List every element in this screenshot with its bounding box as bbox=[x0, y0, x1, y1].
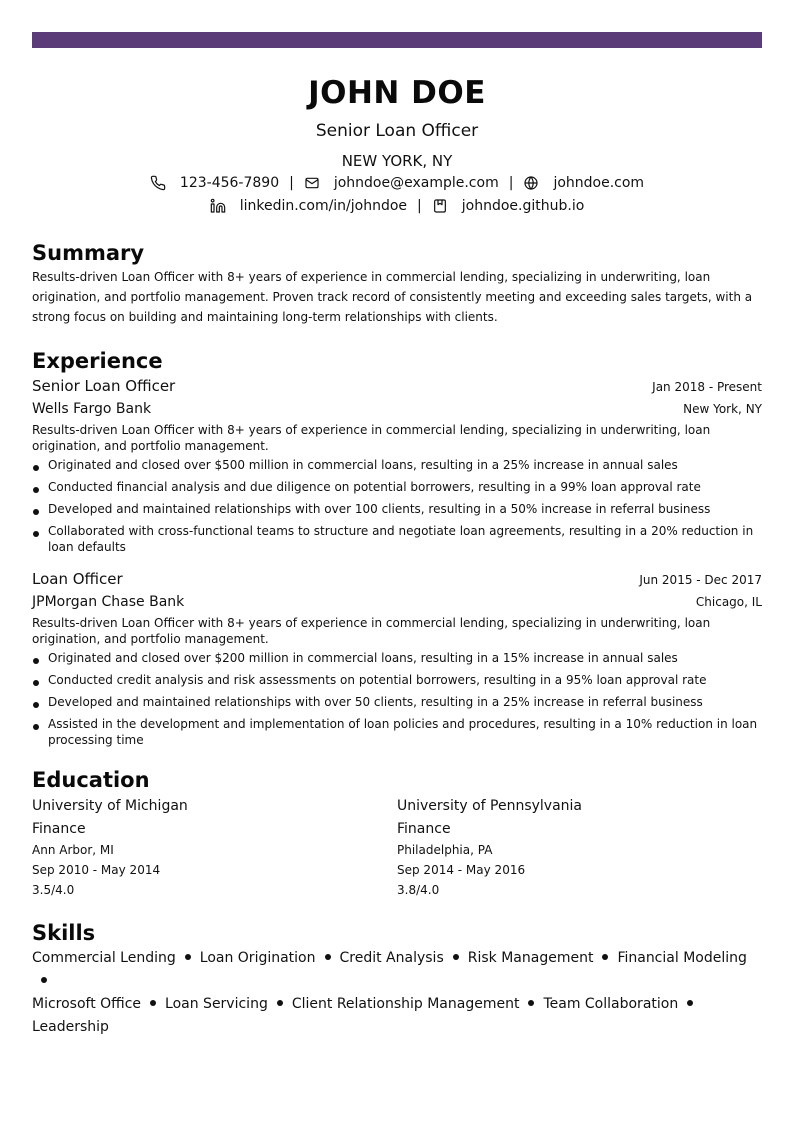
mail-icon bbox=[304, 175, 320, 191]
linkedin-icon bbox=[210, 198, 226, 214]
skills-section bbox=[32, 920, 762, 1039]
job-dates: Jan 2018 - Present bbox=[652, 380, 762, 394]
bullet-dot bbox=[41, 977, 47, 983]
candidate-location: NEW YORK, NY bbox=[341, 152, 453, 170]
skill-item: Microsoft Office bbox=[32, 996, 142, 1012]
experience-section bbox=[32, 348, 762, 754]
skill-item: Leadership bbox=[32, 1019, 109, 1035]
bullet-item: Conducted financial analysis and due diligence on potential borrowers, resulting in a 99% loan approval rate bbox=[32, 479, 762, 495]
contact-row-primary bbox=[32, 171, 762, 194]
job-company: JPMorgan Chase Bank bbox=[32, 594, 185, 610]
skill-item: Loan Servicing bbox=[165, 996, 268, 1012]
bullet-dot bbox=[602, 954, 608, 960]
phone-icon bbox=[150, 175, 166, 191]
candidate-name: JOHN DOE bbox=[308, 75, 486, 111]
job-bullets bbox=[32, 457, 762, 555]
summary-section bbox=[32, 240, 762, 327]
bullet-dot bbox=[325, 954, 331, 960]
edu-field: Finance bbox=[397, 821, 451, 837]
accent-bar bbox=[32, 32, 762, 48]
job-title: Senior Loan Officer bbox=[32, 377, 176, 395]
experience-heading: Experience bbox=[32, 349, 163, 373]
edu-school: University of Pennsylvania bbox=[397, 798, 582, 814]
education-entry bbox=[32, 795, 397, 900]
bullet-dot bbox=[453, 954, 459, 960]
education-section bbox=[32, 767, 762, 900]
summary-heading: Summary bbox=[32, 241, 145, 265]
bullet-item: Originated and closed over $200 million in commercial loans, resulting in a 15% increase in annual sales bbox=[32, 650, 762, 666]
job-title: Loan Officer bbox=[32, 570, 123, 588]
separator: | bbox=[417, 197, 422, 214]
edu-gpa: 3.8/4.0 bbox=[397, 883, 440, 897]
edu-gpa: 3.5/4.0 bbox=[32, 883, 75, 897]
job-dates: Jun 2015 - Dec 2017 bbox=[639, 573, 762, 587]
job-summary: Results-driven Loan Officer with 8+ years of experience in commercial lending, specializing in underwriting, loan origination, and portfolio management. bbox=[32, 423, 711, 453]
job-location: Chicago, IL bbox=[695, 595, 762, 609]
phone-link[interactable]: 123-456-7890 bbox=[179, 174, 280, 191]
skill-item: Loan Origination bbox=[199, 950, 316, 966]
education-grid bbox=[32, 795, 762, 900]
edu-location: Philadelphia, PA bbox=[397, 843, 493, 857]
skill-item: Financial Modeling bbox=[617, 950, 747, 966]
portfolio-icon bbox=[432, 198, 448, 214]
bullet-dot bbox=[687, 1000, 693, 1006]
skills-heading: Skills bbox=[32, 921, 96, 945]
bullet-dot bbox=[277, 1000, 283, 1006]
education-heading: Education bbox=[32, 768, 150, 792]
separator: | bbox=[508, 174, 514, 191]
bullet-dot bbox=[185, 954, 191, 960]
job-company: Wells Fargo Bank bbox=[32, 401, 152, 417]
bullet-item: Assisted in the development and implementation of loan policies and procedures, resulting in a 10% reduction in loan processing time bbox=[32, 716, 762, 748]
linkedin-link[interactable]: linkedin.com/in/johndoe bbox=[239, 197, 408, 214]
bullet-item: Developed and maintained relationships with over 100 clients, resulting in a 50% increase in referral business bbox=[32, 501, 762, 517]
skill-item: Commercial Lending bbox=[32, 950, 176, 966]
globe-icon bbox=[523, 175, 539, 191]
edu-school: University of Michigan bbox=[32, 798, 188, 814]
job-entry bbox=[32, 567, 762, 748]
summary-text: Results-driven Loan Officer with 8+ years of experience in commercial lending, specializing in underwriting, loan origination, and portfolio management. Proven track record of consistently meeting and exceeding sales targets, with a strong focus on building and maintaining long-term relationships with clients. bbox=[32, 270, 753, 324]
website-link[interactable]: johndoe.com bbox=[553, 174, 645, 191]
skill-item: Client Relationship Management bbox=[291, 996, 520, 1012]
bullet-item: Conducted credit analysis and risk assessments on potential borrowers, resulting in a 95% loan approval rate bbox=[32, 672, 762, 688]
job-entry bbox=[32, 374, 762, 555]
bullet-item: Collaborated with cross-functional teams to structure and negotiate loan agreements, resulting in a 20% reduction in loan defaults bbox=[32, 523, 762, 555]
email-link[interactable]: johndoe@example.com bbox=[333, 174, 499, 191]
skill-item: Credit Analysis bbox=[339, 950, 444, 966]
resume-header bbox=[32, 74, 762, 217]
skill-item: Risk Management bbox=[467, 950, 594, 966]
bullet-item: Developed and maintained relationships with over 50 clients, resulting in a 25% increase in referral business bbox=[32, 694, 762, 710]
bullet-item: Originated and closed over $500 million in commercial loans, resulting in a 25% increase in annual sales bbox=[32, 457, 762, 473]
edu-dates: Sep 2014 - May 2016 bbox=[397, 863, 526, 877]
bullet-dot bbox=[528, 1000, 534, 1006]
separator: | bbox=[289, 174, 294, 191]
edu-dates: Sep 2010 - May 2014 bbox=[32, 863, 161, 877]
edu-location: Ann Arbor, MI bbox=[32, 843, 114, 857]
candidate-title: Senior Loan Officer bbox=[315, 121, 479, 141]
job-location: New York, NY bbox=[683, 402, 762, 416]
contact-row-secondary bbox=[32, 194, 762, 217]
portfolio-link[interactable]: johndoe.github.io bbox=[461, 197, 585, 214]
job-bullets bbox=[32, 650, 762, 748]
bullet-dot bbox=[150, 1000, 156, 1006]
skill-item: Team Collaboration bbox=[543, 996, 679, 1012]
education-entry bbox=[397, 795, 762, 900]
job-summary: Results-driven Loan Officer with 8+ years of experience in commercial lending, specializing in underwriting, loan origination, and portfolio management. bbox=[32, 616, 711, 646]
edu-field: Finance bbox=[32, 821, 86, 837]
skills-list bbox=[32, 947, 762, 1039]
